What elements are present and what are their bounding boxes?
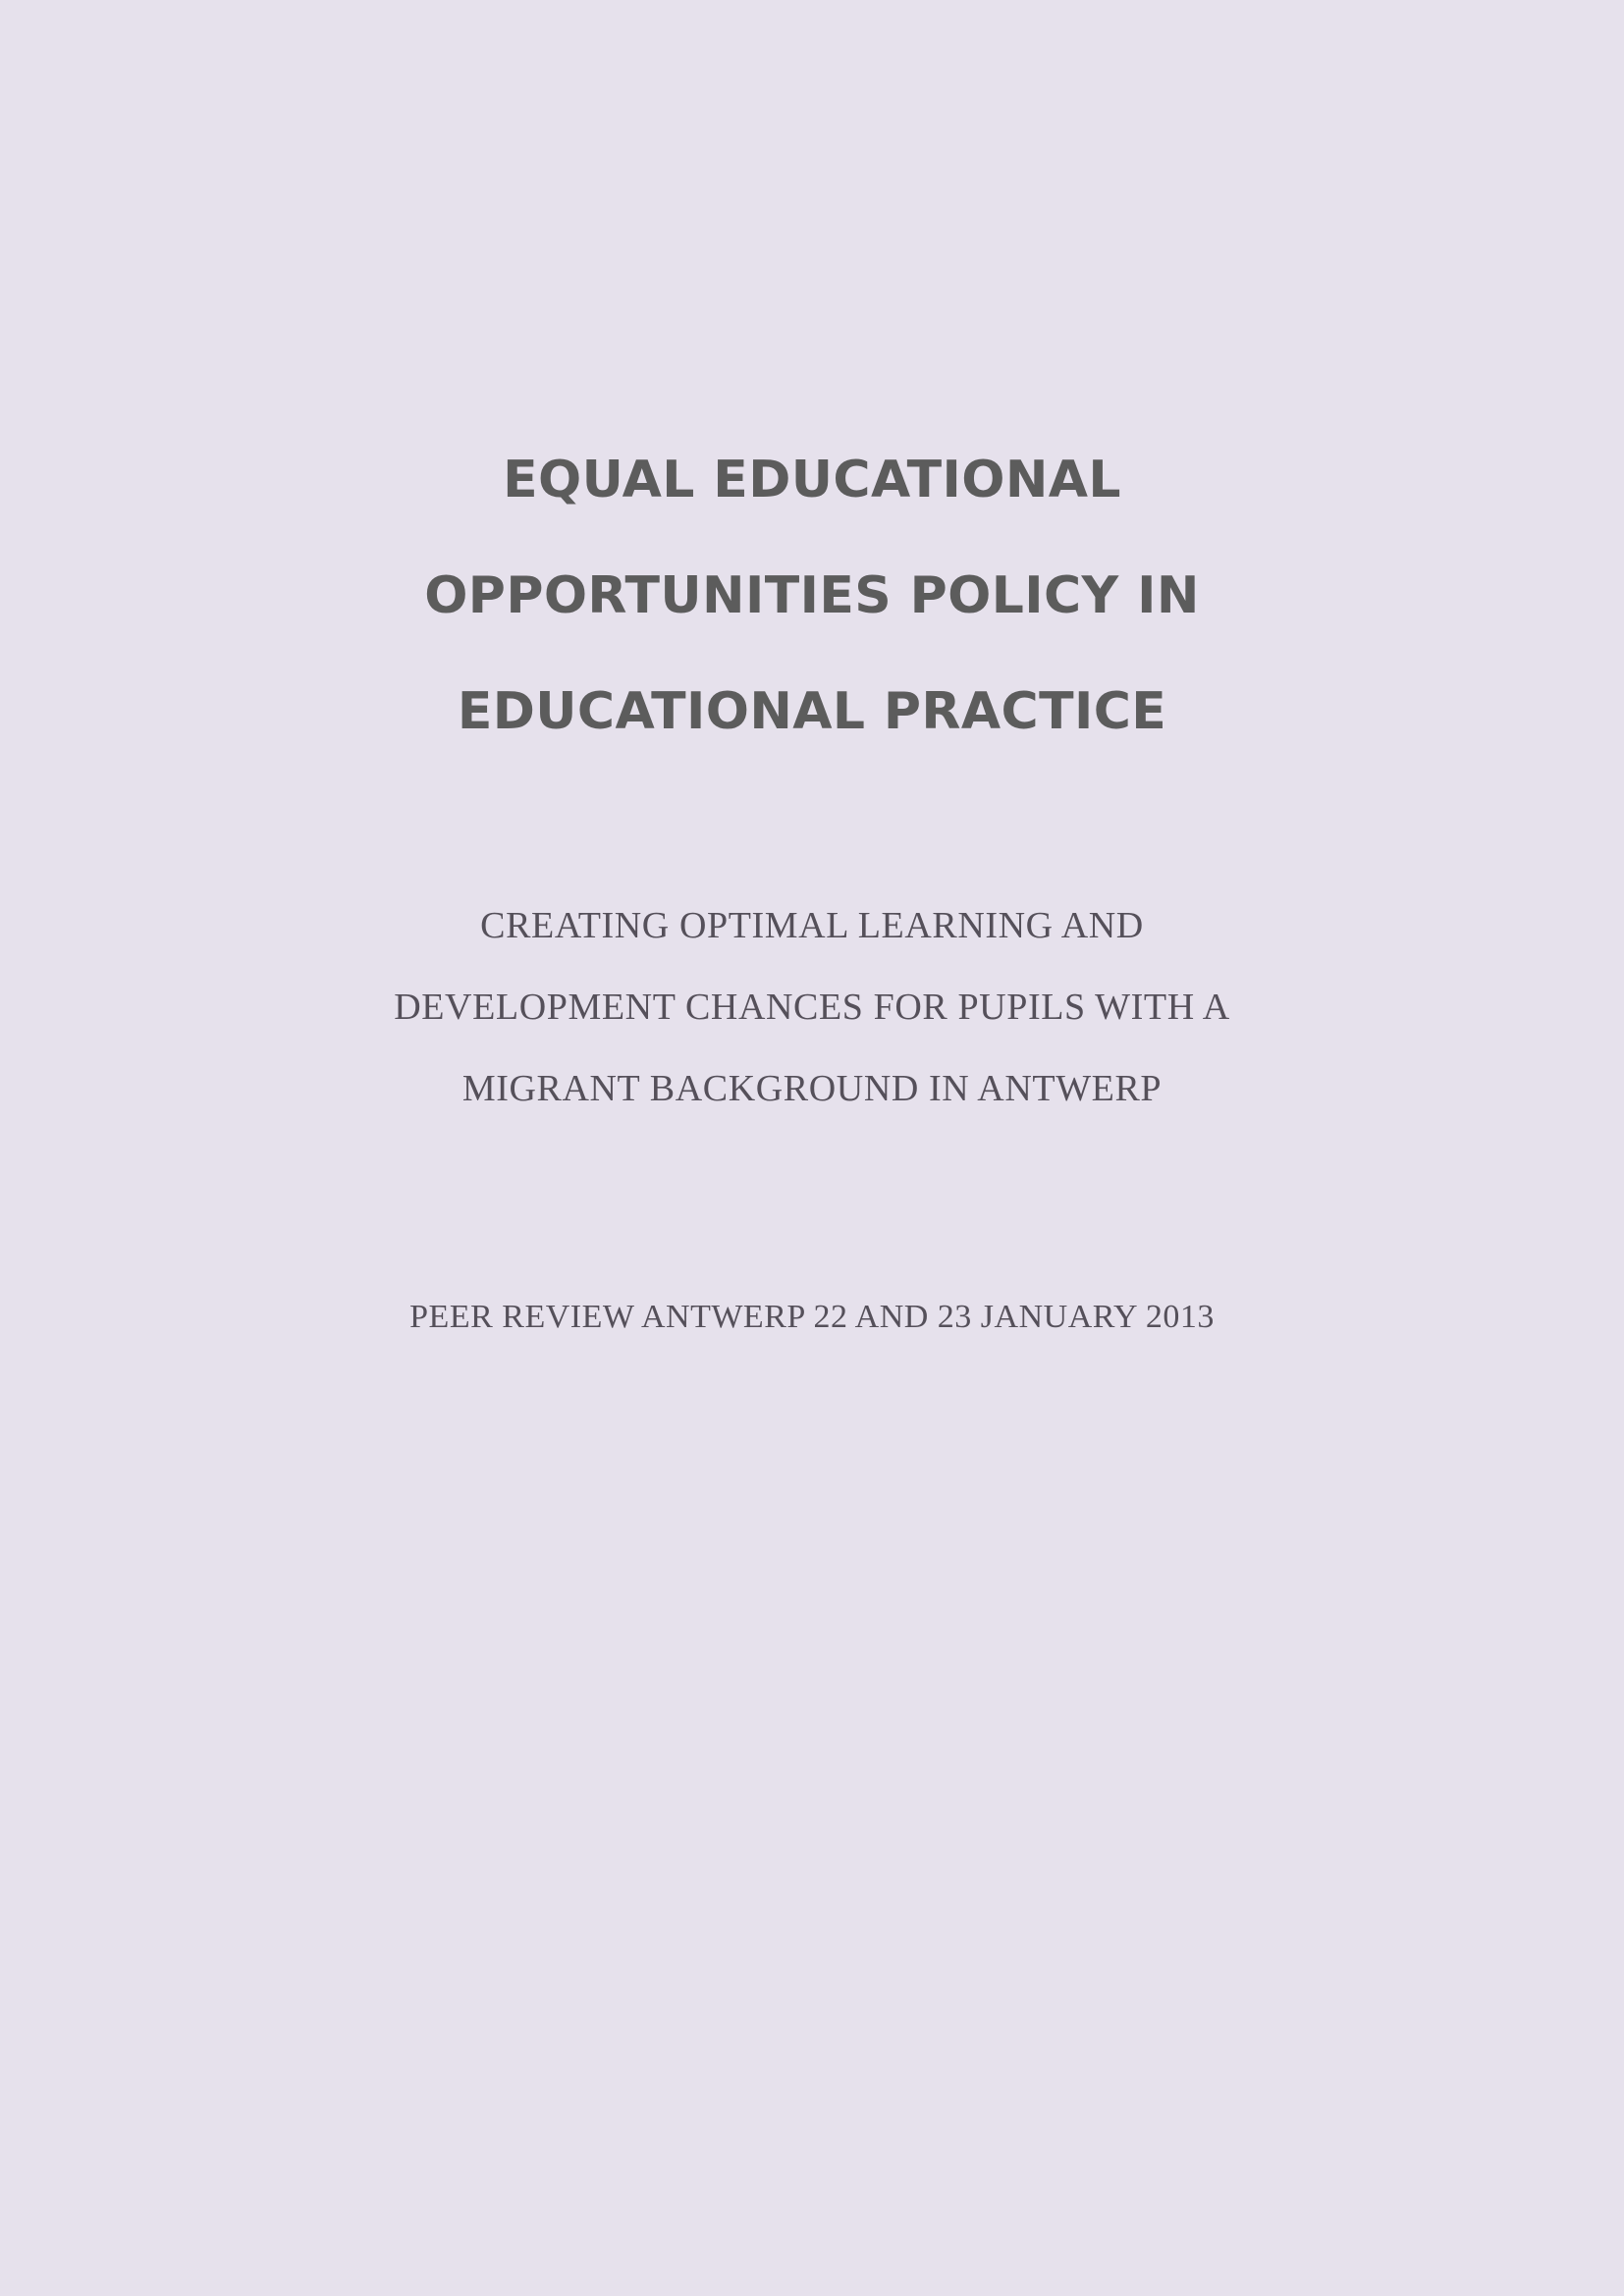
page-title	[272, 422, 1352, 770]
event-line: PEER REVIEW ANTWERP 22 AND 23 JANUARY 2013	[409, 1299, 1215, 1335]
event-info	[198, 1130, 1426, 1340]
title-line-3: EDUCATIONAL PRACTICE	[457, 682, 1167, 741]
page-subtitle	[198, 770, 1426, 1130]
title-line-1: EQUAL EDUCATIONAL	[503, 451, 1121, 509]
subtitle-line-1: CREATING OPTIMAL LEARNING AND	[480, 905, 1144, 946]
subtitle-line-3: MIGRANT BACKGROUND IN ANTWERP	[461, 1068, 1163, 1109]
subtitle-line-2: DEVELOPMENT CHANCES FOR PUPILS WITH A	[394, 987, 1230, 1028]
title-line-2: OPPORTUNITIES POLICY IN	[424, 566, 1200, 625]
